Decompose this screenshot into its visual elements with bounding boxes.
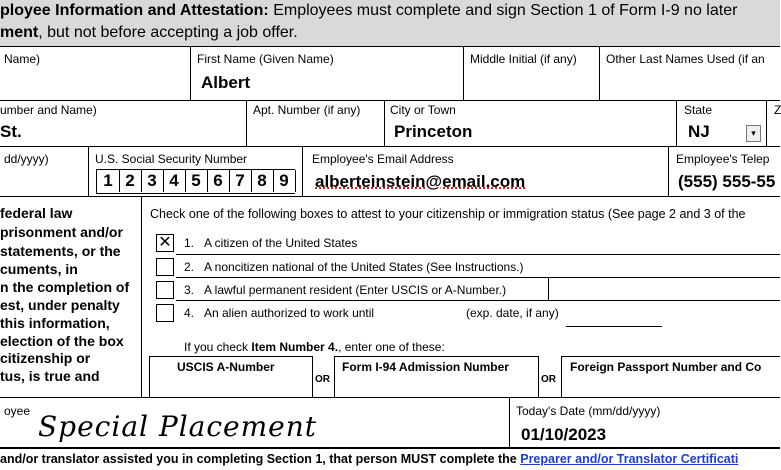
divider [0, 100, 780, 101]
dob-label: dd/yyyy) [4, 152, 49, 166]
divider [88, 147, 89, 196]
section-instructions-cont: , but not before accepting a job offer. [38, 24, 298, 41]
ssn-label: U.S. Social Security Number [95, 152, 248, 166]
attest-intro: Check one of the following boxes to attest to your citizenship or immigration status (See page 2 and 3 of the [150, 207, 746, 221]
middle-initial-field[interactable] [464, 66, 598, 98]
phone-field[interactable]: (555) 555-55 [678, 172, 776, 191]
address-field[interactable]: St. [0, 122, 22, 141]
ssn-digit: 7 [229, 170, 252, 192]
or-label: OR [315, 374, 330, 385]
divider [566, 326, 662, 327]
warning-text: this information, [0, 315, 110, 331]
divider [668, 147, 669, 196]
ssn-field[interactable] [96, 169, 295, 194]
other-names-label: Other Last Names Used (if an [606, 52, 765, 66]
checkbox-citizen[interactable] [156, 234, 174, 252]
divider [676, 101, 677, 146]
email-field[interactable]: alberteinstein@email.com [315, 172, 526, 191]
checkbox-alien-authorized[interactable] [156, 304, 174, 322]
zip-label: Z [774, 103, 781, 117]
warning-text: federal law [0, 205, 73, 221]
ssn-digit: 6 [207, 170, 230, 192]
exp-date-field[interactable] [396, 304, 456, 324]
footer-note: and/or translator assisted you in completing Section 1, that person MUST complete the Preparer and/or Translator Certificati [0, 452, 739, 466]
divider [334, 356, 538, 357]
uscis-number-field[interactable] [549, 279, 779, 299]
i94-field[interactable] [335, 376, 537, 396]
option-3-label: A lawful permanent resident (Enter USCIS or A-Number.) [204, 283, 507, 297]
warning-text: prisonment and/or [0, 224, 123, 240]
divider [312, 356, 313, 397]
phone-label: Employee's Telep [676, 152, 770, 166]
or-label: OR [541, 374, 556, 385]
date-field[interactable]: 01/10/2023 [521, 425, 607, 444]
i94-label: Form I-94 Admission Number [342, 360, 509, 374]
chevron-down-icon[interactable]: ▾ [746, 125, 761, 142]
first-name-label: First Name (Given Name) [197, 52, 334, 66]
apt-label: Apt. Number (if any) [253, 103, 361, 117]
warning-text: n the completion of [0, 279, 130, 295]
warning-text: cuments, in [0, 261, 78, 277]
uscis-a-number-label: USCIS A-Number [177, 360, 275, 374]
email-label: Employee's Email Address [312, 152, 454, 166]
divider [0, 447, 780, 449]
divider [0, 196, 780, 197]
divider [384, 101, 385, 146]
warning-text: election of the box [0, 333, 124, 349]
option-2-label: A noncitizen national of the United States (See Instructions.) [204, 260, 524, 274]
state-label: State [684, 103, 713, 117]
passport-field[interactable] [562, 376, 779, 396]
other-names-field[interactable] [600, 66, 780, 98]
divider [538, 356, 539, 397]
signature-field[interactable]: Special Placement [38, 410, 318, 443]
ssn-digit: 5 [185, 170, 208, 192]
option-4-label: An alien authorized to work until [204, 306, 375, 320]
section-header-line1 [0, 2, 737, 20]
ssn-digit: 9 [273, 170, 296, 192]
checkmark-icon: ✕ [158, 234, 172, 251]
middle-initial-label: Middle Initial (if any) [470, 52, 577, 66]
warning-text: est, under penalty [0, 297, 120, 313]
checkbox-permanent-resident[interactable] [156, 281, 174, 299]
passport-label: Foreign Passport Number and Co [570, 360, 762, 374]
address-label: umber and Name) [0, 103, 97, 117]
section-header [0, 0, 780, 47]
divider [176, 300, 780, 301]
ssn-digit: 3 [141, 170, 164, 192]
divider [0, 397, 780, 398]
divider [176, 277, 780, 278]
section-title-cont: ment [0, 24, 39, 41]
option-4-num: 4. [184, 306, 195, 320]
divider [141, 197, 142, 397]
last-name-field[interactable] [0, 66, 189, 98]
item4-instructions: If you check Item Number 4., enter one of these: [184, 340, 445, 354]
section-title: ployee Information and Attestation: [0, 2, 269, 19]
warning-text: citizenship or [0, 350, 91, 366]
section-instructions: Employees must complete and sign Section 1 of Form I-9 no later [268, 2, 738, 19]
dob-field[interactable] [0, 166, 87, 194]
warning-text: statements, or the [0, 243, 121, 259]
divider [766, 101, 767, 146]
option-1-label: A citizen of the United States [204, 236, 358, 250]
divider [561, 356, 780, 357]
option-2-num: 2. [184, 260, 195, 274]
preparer-certification-link[interactable]: Preparer and/or Translator Certificati [520, 452, 739, 466]
date-label: Today's Date (mm/dd/yyyy) [516, 404, 661, 418]
exp-date-hint: (exp. date, if any) [466, 306, 559, 320]
divider [0, 146, 780, 147]
last-name-label: Name) [4, 52, 41, 66]
option-3-num: 3. [184, 283, 195, 297]
signature-label: oyee [4, 404, 31, 418]
divider [190, 47, 191, 100]
state-select[interactable]: NJ [688, 122, 710, 141]
divider [302, 147, 303, 196]
ssn-digit: 2 [119, 170, 142, 192]
first-name-field[interactable]: Albert [201, 73, 251, 92]
warning-text: tus, is true and [0, 368, 100, 384]
ssn-digit: 1 [97, 170, 120, 192]
ssn-digit: 4 [163, 170, 186, 192]
checkbox-noncitizen-national[interactable] [156, 258, 174, 276]
city-field[interactable]: Princeton [394, 122, 473, 141]
divider [509, 398, 510, 447]
section-header-line2 [0, 24, 298, 42]
divider [176, 254, 780, 255]
ssn-digit: 8 [251, 170, 274, 192]
uscis-a-number-field[interactable] [150, 376, 311, 396]
city-label: City or Town [390, 103, 456, 117]
apt-field[interactable] [247, 118, 383, 144]
divider [149, 356, 312, 357]
option-1-num: 1. [184, 236, 195, 250]
